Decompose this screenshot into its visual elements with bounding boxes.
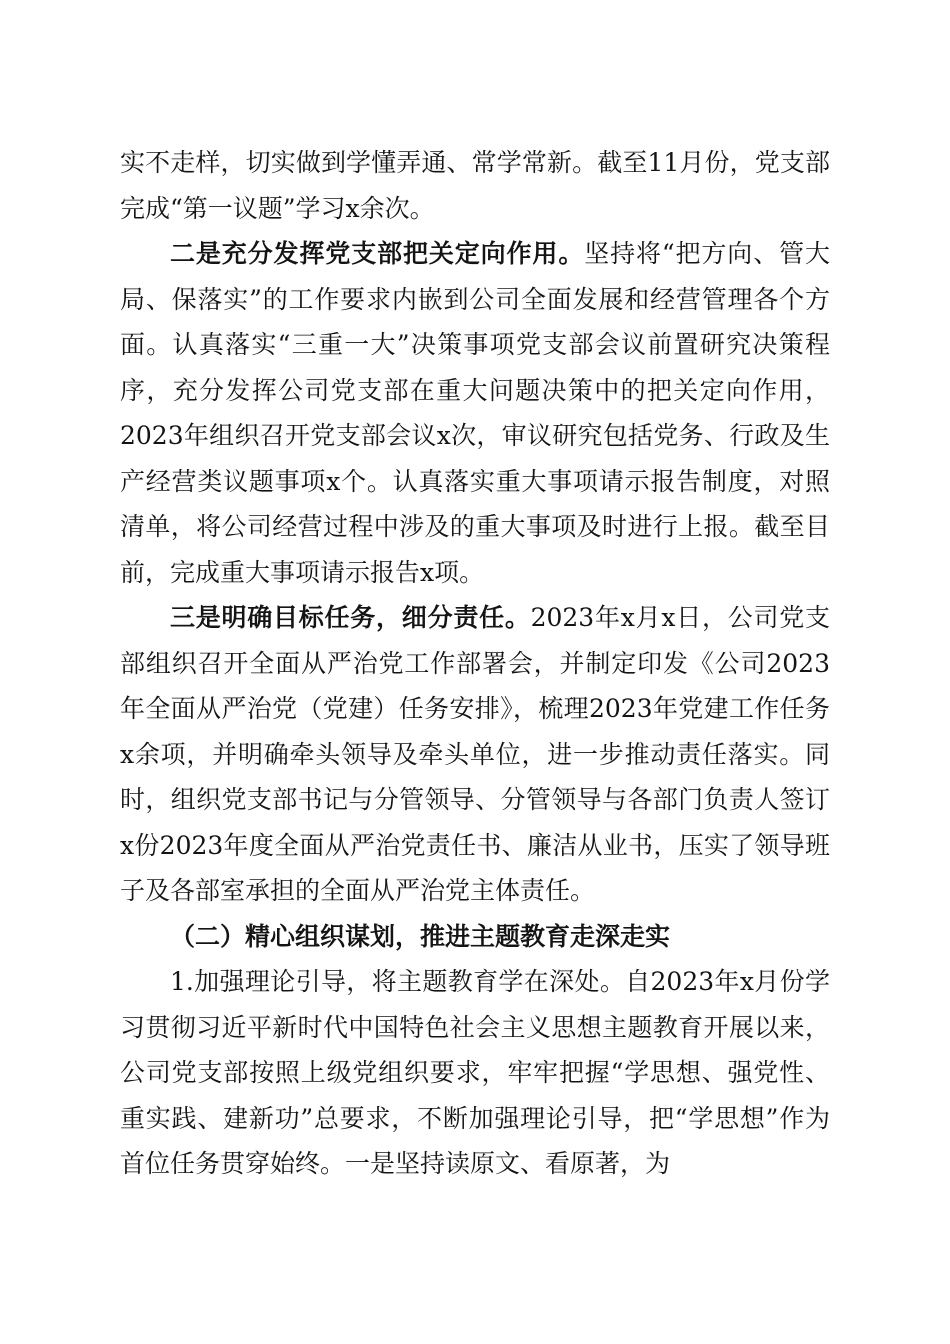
- paragraph-2-body: 坚持将“把方向、管大局、保落实”的工作要求内嵌到公司全面发展和经营管理各个方面。认真落实“三重一大”决策事项党支部会议前置研究决策程序，充分发挥公司党支部在重大问题决策中的把关定向作用，2023年组织召开党支部会议x次，审议研究包括党务、行政及生产经营类议题事项x个。认真落实重大事项请示报告制度，对照清单，将公司经营过程中涉及的重大事项及时进行上报。截至目前，完成重大事项请示报告x项。: [120, 239, 830, 587]
- paragraph-3-body: 2023年x月x日，公司党支部组织召开全面从严治党工作部署会，并制定印发《公司2023年全面从严治党（党建）任务安排》，梳理2023年党建工作任务x余项，并明确牵头领导及牵头单位，进一步推动责任落实。同时，组织党支部书记与分管领导、分管领导与各部门负责人签订x份2023年度全面从严治党责任书、廉洁从业书，压实了领导班子及各部室承担的全面从严治党主体责任。: [120, 603, 830, 905]
- paragraph-2-lead: 二是充分发挥党支部把关定向作用。: [170, 239, 585, 268]
- paragraph-2: [120, 231, 830, 595]
- paragraph-continued: 实不走样，切实做到学懂弄通、常学常新。截至11月份，党支部完成“第一议题”学习x余次。: [120, 148, 830, 223]
- document-body: [120, 140, 830, 1187]
- paragraph-4: 1.加强理论引导，将主题教育学在深处。自2023年x月份学习贯彻习近平新时代中国特色社会主义思想主题教育开展以来，公司党支部按照上级党组织要求，牢牢把握“学思想、强党性、重实践、建新功”总要求，不断加强理论引导，把“学思想”作为首位任务贯穿始终。一是坚持读原文、看原著，为: [120, 967, 830, 1178]
- paragraph-3: [120, 595, 830, 914]
- paragraph-3-lead: 三是明确目标任务，细分责任。: [170, 603, 531, 632]
- section-heading: （二）精心组织谋划，推进主题教育走深走实: [170, 921, 671, 951]
